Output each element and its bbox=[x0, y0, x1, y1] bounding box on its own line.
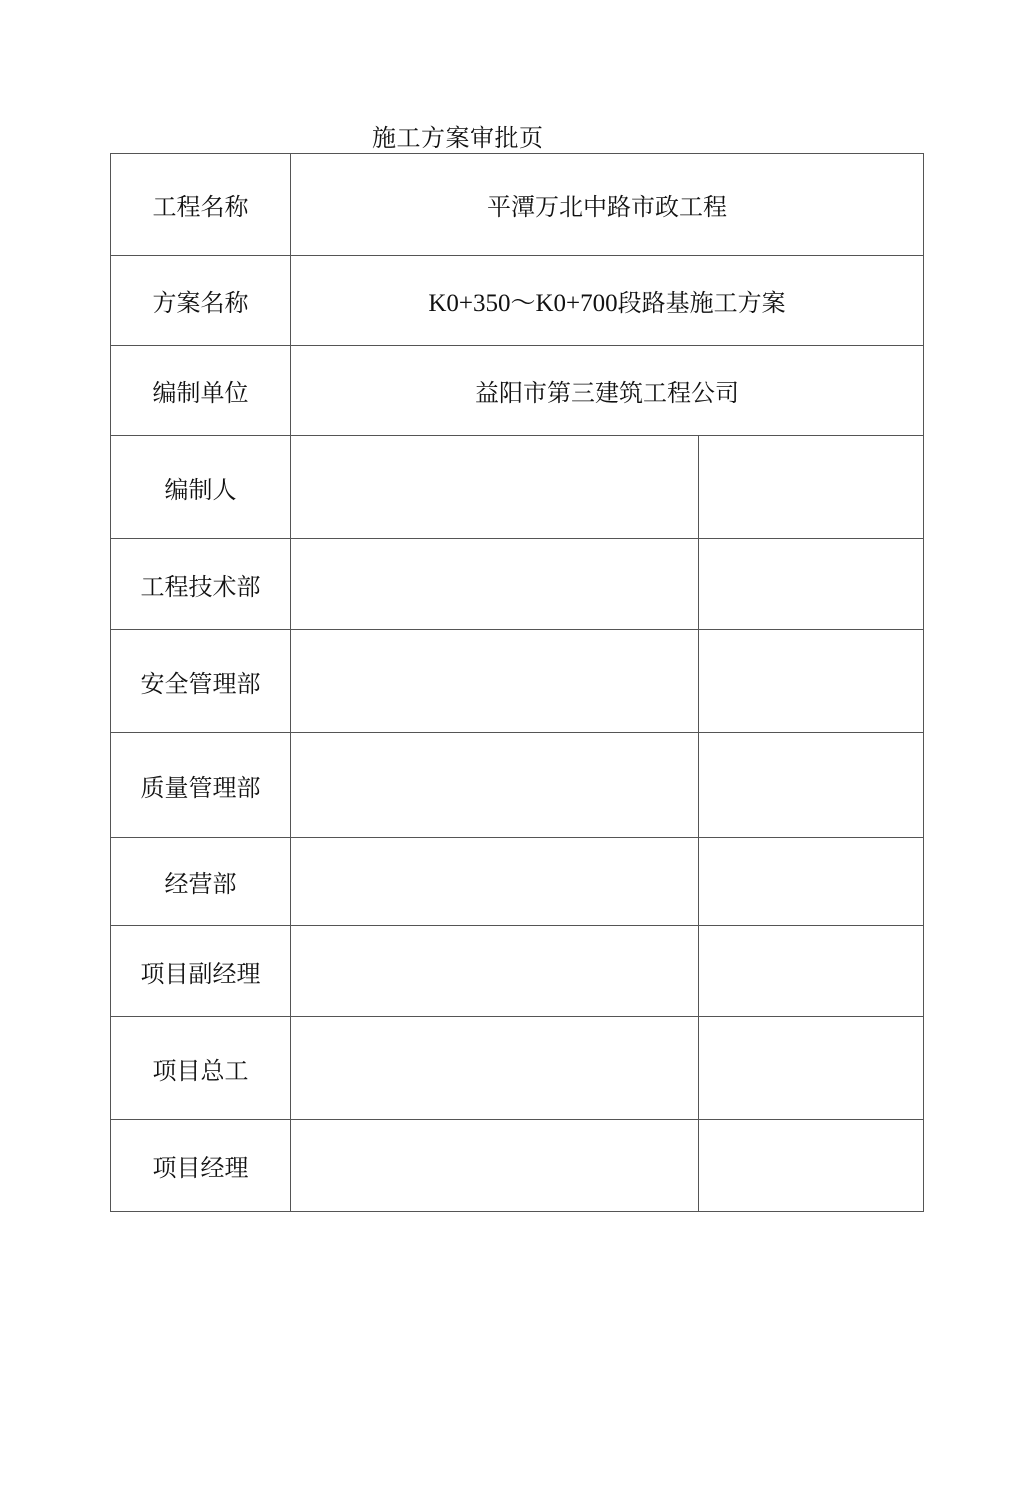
date-cell[interactable] bbox=[699, 733, 924, 838]
row-label: 经营部 bbox=[111, 838, 291, 926]
row-label: 项目总工 bbox=[111, 1017, 291, 1120]
row-label: 编制单位 bbox=[111, 346, 291, 436]
table-row bbox=[111, 539, 924, 630]
table-row bbox=[111, 256, 924, 346]
signature-cell[interactable] bbox=[291, 436, 699, 539]
date-cell[interactable] bbox=[699, 630, 924, 733]
date-cell[interactable] bbox=[699, 539, 924, 630]
project-name-value: 平潭万北中路市政工程 bbox=[291, 154, 924, 256]
page-title: 施工方案审批页 bbox=[372, 124, 544, 152]
plan-name-value bbox=[291, 256, 924, 346]
table-row bbox=[111, 1120, 924, 1212]
row-label: 项目副经理 bbox=[111, 926, 291, 1017]
organization-value: 益阳市第三建筑工程公司 bbox=[291, 346, 924, 436]
row-label: 方案名称 bbox=[111, 256, 291, 346]
row-label: 编制人 bbox=[111, 436, 291, 539]
table-row bbox=[111, 838, 924, 926]
date-cell[interactable] bbox=[699, 838, 924, 926]
table-row bbox=[111, 346, 924, 436]
table-row bbox=[111, 733, 924, 838]
date-cell[interactable] bbox=[699, 926, 924, 1017]
row-label: 安全管理部 bbox=[111, 630, 291, 733]
date-cell[interactable] bbox=[699, 1017, 924, 1120]
approval-table bbox=[110, 153, 924, 1212]
plan-name-chainage: K0+350～K0+700 bbox=[428, 289, 618, 317]
signature-cell[interactable] bbox=[291, 630, 699, 733]
row-label: 工程技术部 bbox=[111, 539, 291, 630]
signature-cell[interactable] bbox=[291, 838, 699, 926]
plan-name-text: 段路基施工方案 bbox=[617, 288, 786, 317]
signature-cell[interactable] bbox=[291, 539, 699, 630]
table-row bbox=[111, 154, 924, 256]
signature-cell[interactable] bbox=[291, 733, 699, 838]
table-row bbox=[111, 926, 924, 1017]
table-row bbox=[111, 436, 924, 539]
table-row bbox=[111, 630, 924, 733]
row-label: 项目经理 bbox=[111, 1120, 291, 1212]
signature-cell[interactable] bbox=[291, 926, 699, 1017]
date-cell[interactable] bbox=[699, 1120, 924, 1212]
date-cell[interactable] bbox=[699, 436, 924, 539]
signature-cell[interactable] bbox=[291, 1017, 699, 1120]
row-label: 质量管理部 bbox=[111, 733, 291, 838]
table-row bbox=[111, 1017, 924, 1120]
signature-cell[interactable] bbox=[291, 1120, 699, 1212]
row-label: 工程名称 bbox=[111, 154, 291, 256]
